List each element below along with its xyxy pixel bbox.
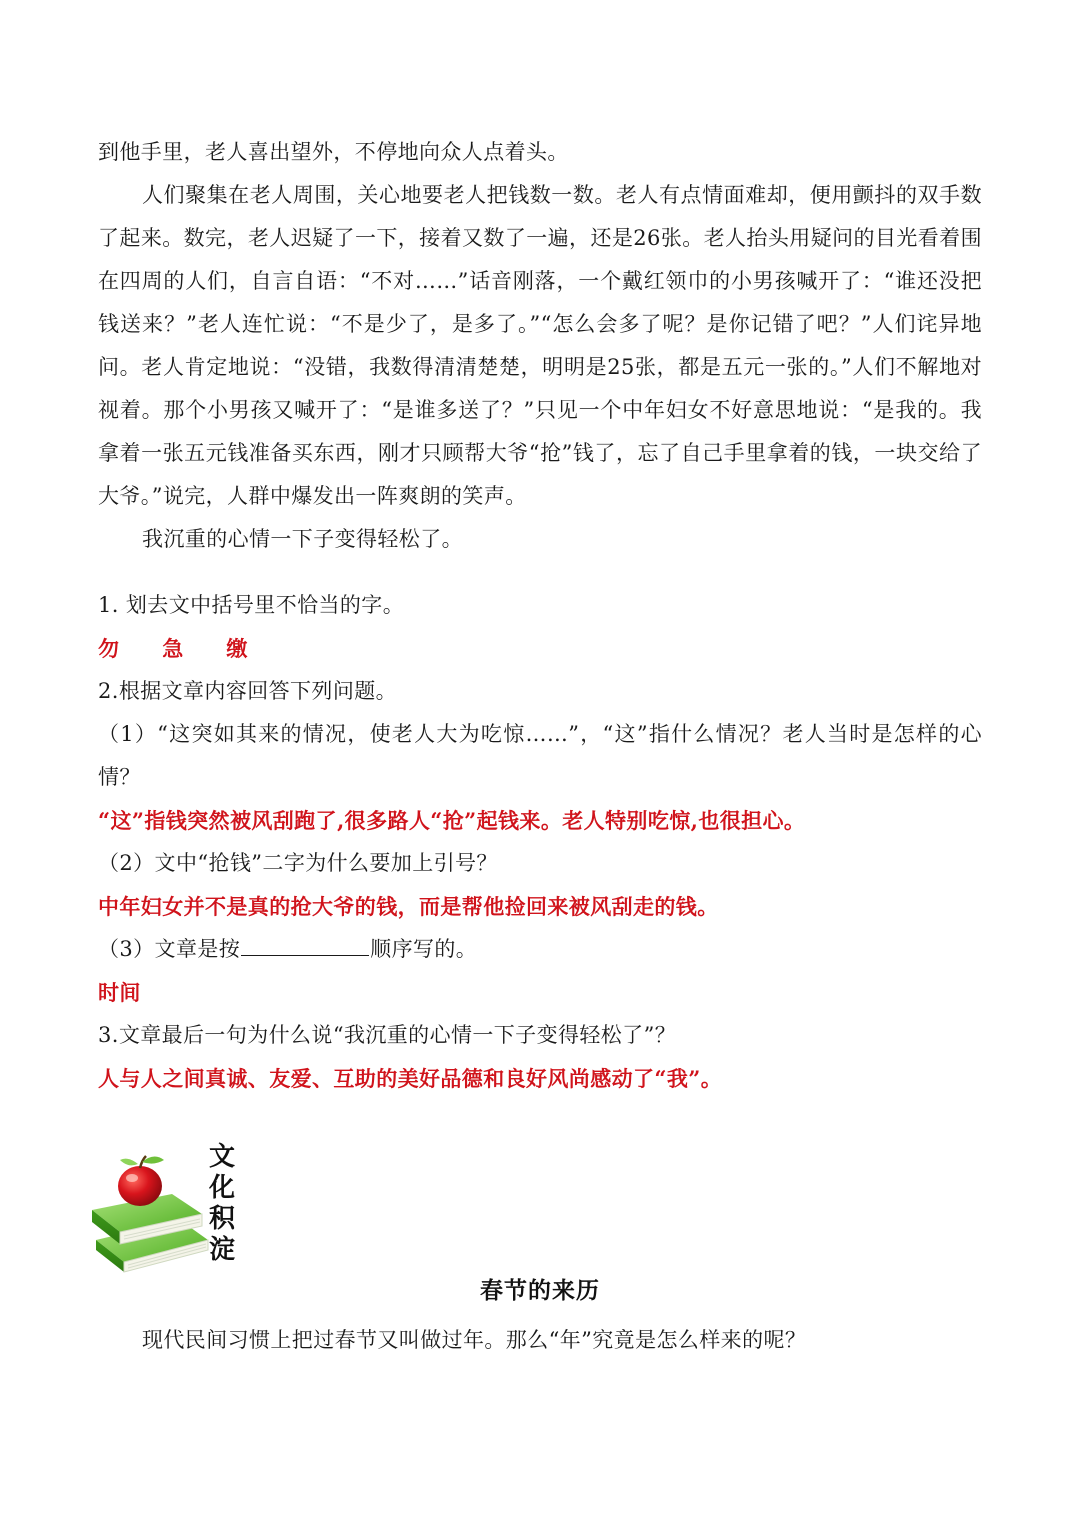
question-2-2: （2）文中“抢钱”二字为什么要加上引号？ — [98, 851, 498, 875]
culture-emblem-title — [205, 1142, 239, 1266]
question-3: 3.文章最后一句为什么说“我沉重的心情一下子变得轻松了”？ — [98, 1023, 677, 1047]
answer-1: 勿 急 缴 — [98, 636, 248, 661]
emblem-char: 化 — [208, 1173, 235, 1203]
story-paragraph: 到他手里，老人喜出望外，不停地向众人点着头。 — [98, 140, 569, 164]
essay-intro: 现代民间习惯上把过春节又叫做过年。那么“年”究竟是怎么样来的呢？ — [142, 1328, 807, 1352]
question-2-1: （1）“这突如其来的情况，使老人大为吃惊……”，“这”指什么情况？老人当时是怎样的心情？ — [98, 722, 982, 789]
answer-2-1: “这”指钱突然被风刮跑了,很多路人“抢”起钱来。老人特别吃惊,也很担心。 — [98, 808, 806, 833]
answer-2-2: 中年妇女并不是真的抢大爷的钱，而是帮他捡回来被风刮走的钱。 — [98, 894, 719, 919]
story-paragraph: 我沉重的心情一下子变得轻松了。 — [142, 527, 463, 551]
story-paragraph: 人们聚集在老人周围，关心地要老人把钱数一数。老人有点情面难却，便用颤抖的双手数了起来。数完，老人迟疑了一下，接着又数了一遍，还是26张。老人抬头用疑问的目光看着围在四周的人们，自言自语：“不对……”话音刚落，一个戴红领巾的小男孩喊开了：“谁还没把钱送来？”老人连忙说：“不是少了，是多了。”“怎么会多了呢？是你记错了吧？”人们诧异地问。老人肯定地说：“没错，我数得清清楚楚，明明是25张，都是五元一张的。”人们不解地对视着。那个小男孩又喊开了：“是谁多送了？”只见一个中年妇女不好意思地说：“是我的。我拿着一张五元钱准备买东西，刚才只顾帮大爷“抢”钱了，忘了自己手里拿着的钱，一块交给了大爷。”说完，人群中爆发出一阵爽朗的笑声。 — [98, 183, 982, 508]
questions-section — [98, 584, 982, 1100]
question-2-3-after: 顺序写的。 — [370, 937, 478, 961]
question-2-3 — [98, 928, 982, 971]
emblem-char: 积 — [208, 1204, 235, 1234]
emblem-char: 文 — [208, 1142, 235, 1172]
essay-title: 春节的来历 — [480, 1277, 600, 1304]
fill-in-blank — [241, 929, 369, 956]
question-2: 2.根据文章内容回答下列问题。 — [98, 679, 398, 703]
answer-3: 人与人之间真诚、友爱、互助的美好品德和良好风尚感动了“我”。 — [98, 1066, 723, 1091]
emblem-char: 淀 — [208, 1235, 235, 1265]
story-excerpt — [98, 131, 982, 561]
answer-2-3: 时间 — [98, 980, 141, 1005]
question-1: 1. 划去文中括号里不恰当的字。 — [98, 593, 405, 617]
question-2-3-before: （3）文章是按 — [98, 937, 241, 961]
